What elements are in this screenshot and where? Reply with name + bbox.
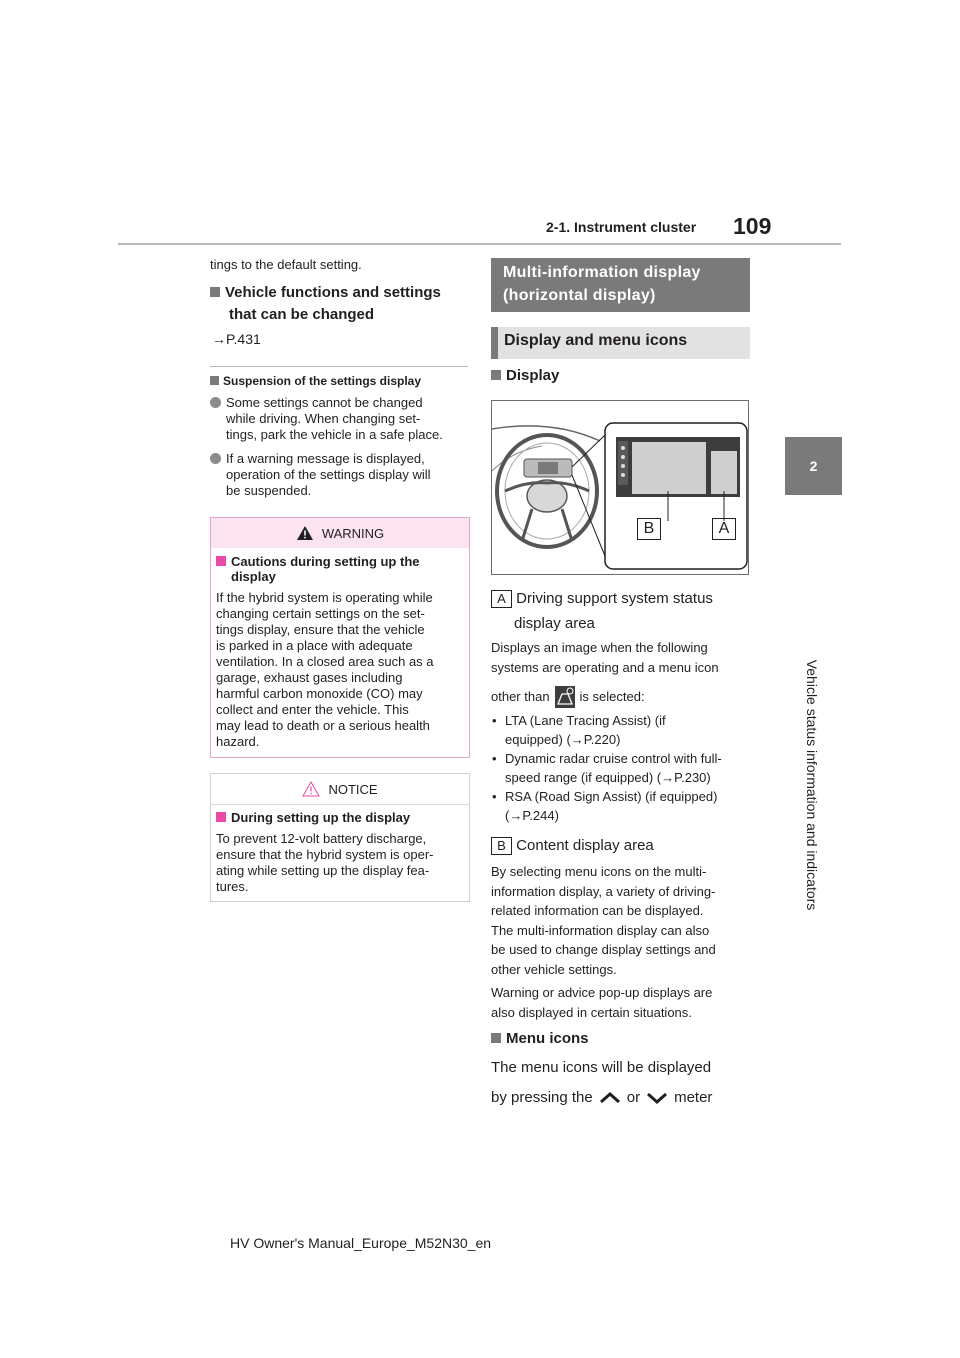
divider (210, 366, 468, 367)
item-a-list (491, 711, 722, 825)
label-a-badge: A (491, 590, 512, 608)
square-bullet-icon (210, 287, 220, 297)
bullet-item: Some settings cannot be changed while driving. When changing set- tings, park the vehicle in a safe place. (210, 395, 443, 443)
bullet-item: If a warning message is displayed, operation of the settings display will be suspended. (210, 451, 431, 499)
chapter-label: Vehicle status information and indicators (804, 659, 820, 911)
figure-label-b: B (637, 518, 661, 540)
square-bullet-icon (210, 376, 219, 385)
list-item: • RSA (Road Sign Assist) (if equipped) (→P.244) (492, 789, 718, 823)
notice-body: To prevent 12-volt battery discharge, ensure that the hybrid system is oper- ating while setting up the display fea- tures. (216, 831, 434, 894)
chapter-tab[interactable]: 2 (785, 437, 842, 495)
square-bullet-icon (216, 812, 226, 822)
chevron-down-icon (646, 1092, 668, 1104)
chevron-up-icon (599, 1092, 621, 1104)
page-number: 109 (733, 213, 772, 239)
warning-body: If the hybrid system is operating while changing certain settings on the set- tings display, ensure that the vehicle is parked in a place with adequate ventilation. In a closed area such as a garage, exhaust gases including harmful carbon monoxide (CO) may collect and enter the vehicle. This may lead to death or a serious health hazard. (216, 590, 434, 749)
item-b-desc: By selecting menu icons on the multi- information display, a variety of driving- related information can be displayed. The multi-information display can also be used to change display settings and other vehicle settings. (491, 864, 716, 977)
item-b-desc2: Warning or advice pop-up displays are also displayed in certain situations. (491, 985, 713, 1020)
notice-header: NOTICE (211, 774, 469, 805)
heading-suspension: Suspension of the settings display (210, 374, 421, 388)
warning-icon (296, 525, 314, 541)
instrument-figure (491, 400, 749, 575)
header-rule (118, 243, 841, 245)
dashboard-illustration (492, 401, 748, 574)
subsection-title: Display and menu icons (491, 327, 750, 359)
item-a-icon-line: other than is selected: (491, 686, 645, 708)
item-a-desc: Displays an image when the following systems are operating and a menu icon (491, 640, 719, 675)
warning-box (210, 517, 470, 758)
driving-assist-menu-icon (555, 686, 575, 708)
section-title: Multi-information display (horizontal display) (491, 258, 750, 312)
notice-heading: During setting up the display (216, 810, 464, 825)
heading-display: Display (491, 367, 559, 384)
warning-header: WARNING (211, 518, 469, 548)
list-item: • Dynamic radar cruise control with full- speed range (if equipped) (→P.230) (492, 751, 722, 785)
warning-heading: Cautions during setting up the display (216, 554, 464, 584)
item-a-title: A Driving support system status display area (491, 586, 713, 636)
item-b-title: B Content display area (491, 837, 654, 855)
round-bullet-icon (210, 453, 221, 464)
continued-text: tings to the default setting. (210, 257, 362, 272)
section-header: 2-1. Instrument cluster (546, 219, 697, 235)
square-bullet-icon (491, 370, 501, 380)
caution-icon (302, 781, 320, 797)
footer-manual-id: HV Owner's Manual_Europe_M52N30_en (230, 1235, 492, 1251)
square-bullet-icon (216, 556, 226, 566)
label-b-badge: B (491, 837, 512, 855)
round-bullet-icon (210, 397, 221, 408)
heading-menu-icons: Menu icons (491, 1030, 589, 1047)
menu-text-line2: by pressing the or meter (491, 1089, 713, 1106)
menu-text-line1: The menu icons will be displayed (491, 1059, 712, 1076)
list-item: • LTA (Lane Tracing Assist) (if equipped) (→P.220) (492, 713, 666, 747)
notice-box (210, 773, 470, 902)
heading-vehicle-functions: Vehicle functions and settings that can be changed (210, 282, 441, 326)
page-ref-link[interactable]: →P.431 (212, 331, 261, 347)
figure-label-a: A (712, 518, 736, 540)
square-bullet-icon (491, 1033, 501, 1043)
